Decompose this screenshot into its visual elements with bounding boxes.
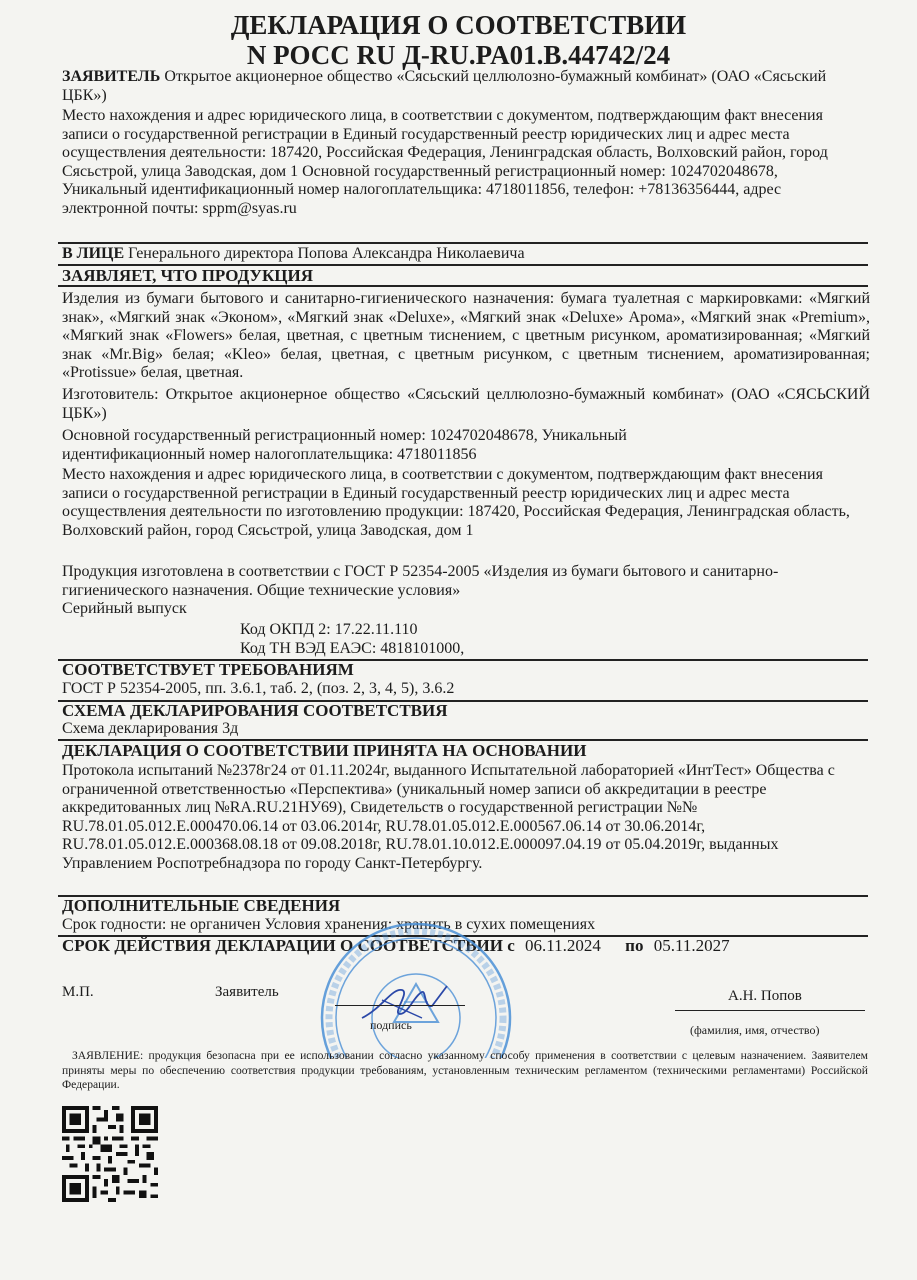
signer-role: Заявитель: [215, 984, 279, 1000]
manufacturer-name: Открытое акционерное общество «Сясьский целлюлозно-бумажный комбинат» (ОАО «СЯСЬСКИЙ ЦБК»): [62, 386, 871, 422]
basis-heading: ДЕКЛАРАЦИЯ О СООТВЕТСТВИИ ПРИНЯТА НА ОСНОВАНИИ: [62, 741, 587, 760]
name-line: [675, 1010, 865, 1011]
person-block: [62, 245, 870, 264]
safety-statement: ЗАЯВЛЕНИЕ: продукция безопасна при ее использовании согласно указанному способу применения в соответствии с целевым назначением. Заявителем приняты меры по обеспечению соответствия продукции требованиям, установленным техническим регламентом (техническими регламентами) Российской Федерации.: [62, 1049, 868, 1092]
signature-caption: подпись: [370, 1018, 412, 1032]
validity-to: 05.11.2027: [653, 936, 730, 955]
tnved-code: Код ТН ВЭД ЕАЭС: 4818101000,: [240, 640, 465, 657]
manufacturer-address: Место нахождения и адрес юридического лица, в соответствии с документом, подтверждающим факт внесения записи о государственной регистрации в Единый государственный реестр юридических лиц и адрес места осуществления деятельности по изготовлению продукции: 187420, Российская Федерация, Ленинградская область, Волховский район, город Сясьстрой, улица Заводская, дом 1: [62, 466, 850, 539]
validity-heading: СРОК ДЕЙСТВИЯ ДЕКЛАРАЦИИ О СООТВЕТСТВИИ с: [62, 936, 515, 955]
additional-text: Срок годности: не органичен Условия хранения: хранить в сухих помещениях: [62, 916, 596, 933]
complies-heading: СООТВЕТСТВУЕТ ТРЕБОВАНИЯМ: [62, 660, 354, 679]
applicant-label: ЗАЯВИТЕЛЬ: [62, 68, 161, 85]
basis-text: Протокола испытаний №2378г24 от 01.11.2024г, выданного Испытательной лабораторией «ИнтТест» Общества с ограниченной ответственностью «Перспектива» (уникальный номер записи об аккредитации в реестре аккредитованных лиц №RA.RU.21НУ69), Свидетельств о государственной регистрации №№ RU.78.01.05.012.Е.000470.06.14 от 03.06.2014г, RU.78.01.05.012.Е.000567.06.14 от 30.06.2014г, RU.78.01.05.012.Е.000368.08.18 от 09.08.2018г, RU.78.01.10.012.Е.000097.04.19 от 05.04.2019г, выданных Управлением Роспотребнадзора по городу Санкт-Петербургу.: [62, 762, 835, 872]
okpd-code: Код ОКПД 2: 17.22.11.110: [240, 621, 418, 638]
divider: [58, 285, 868, 287]
applicant-name: Открытое акционерное общество «Сясьский целлюлозно-бумажный комбинат» (ОАО «Сясьский ЦБК»): [62, 68, 827, 104]
product-description: Изделия из бумаги бытового и санитарно-гигиенического назначения: бумага туалетная с маркировками: «Мягкий знак», «Мягкий знак «Эконом», «Мягкий знак «Deluxe», «Мягкий знак «Deluxe» Арома», «Мягкий знак «Premium», «Мягкий знак «Flowers» белая, цветная, с цветным тиснением, с цветным рисунком, ароматизированная; «Мягкий знак «Mr.Big» белая; «Kleo» белая, цветная, с цветным рисунком, с цветным тиснением, ароматизированная; «Protissue» белая, цветная.: [62, 290, 870, 382]
manufacturer-ids: Основной государственный регистрационный номер: 1024702048678, Уникальный идентификационный номер налогоплательщика: 4718011856: [62, 427, 627, 463]
person-name: Генерального директора Попова Александра Николаевича: [128, 245, 525, 262]
release-type: Серийный выпуск: [62, 600, 187, 617]
production-standard: Продукция изготовлена в соответствии с ГОСТ Р 52354-2005 «Изделия из бумаги бытового и санитарно-гигиенического назначения. Общие технические условия»: [62, 563, 779, 599]
divider: [58, 242, 868, 244]
scheme-text: Схема декларирования 3д: [62, 720, 239, 737]
signature-line: [335, 1005, 465, 1006]
complies-text: ГОСТ Р 52354-2005, пп. 3.6.1, таб. 2, (поз. 2, 3, 4, 5), 3.6.2: [62, 680, 455, 697]
validity-to-label: по: [625, 936, 644, 955]
scheme-heading: СХЕМА ДЕКЛАРИРОВАНИЯ СООТВЕТСТВИЯ: [62, 701, 448, 720]
signer-name: А.Н. Попов: [728, 988, 802, 1004]
doc-title: ДЕКЛАРАЦИЯ О СООТВЕТСТВИИ: [230, 10, 687, 40]
validity-from: 06.11.2024: [525, 936, 601, 955]
person-label: В ЛИЦЕ: [62, 245, 125, 262]
applicant-details: Место нахождения и адрес юридического лица, в соответствии с документом, подтверждающим факт внесения записи о государственной регистрации в Единый государственный реестр юридических лиц и адрес места осуществления деятельности: 187420, Российская Федерация, Ленинградская область, Волховский район, город Сясьстрой, улица Заводская, дом 1 Основной государственный регистрационный номер: 1024702048678, Уникальный идентификационный номер налогоплательщика: 4718011856, телефон: +78136356444, адрес электронной почты: sppm@syas.ru: [62, 107, 828, 217]
manufacturer-block: [62, 386, 870, 423]
applicant-block: [62, 68, 862, 105]
stamp-place: М.П.: [62, 984, 94, 1000]
doc-number: N РОСС RU Д-RU.PA01.B.44742/24: [246, 40, 671, 70]
qr-code: [62, 1106, 158, 1202]
manufacturer-label: Изготовитель:: [62, 386, 159, 403]
fio-caption: (фамилия, имя, отчество): [690, 1023, 820, 1037]
declares-heading: ЗАЯВЛЯЕТ, ЧТО ПРОДУКЦИЯ: [62, 266, 314, 285]
additional-heading: ДОПОЛНИТЕЛЬНЫЕ СВЕДЕНИЯ: [62, 896, 341, 915]
